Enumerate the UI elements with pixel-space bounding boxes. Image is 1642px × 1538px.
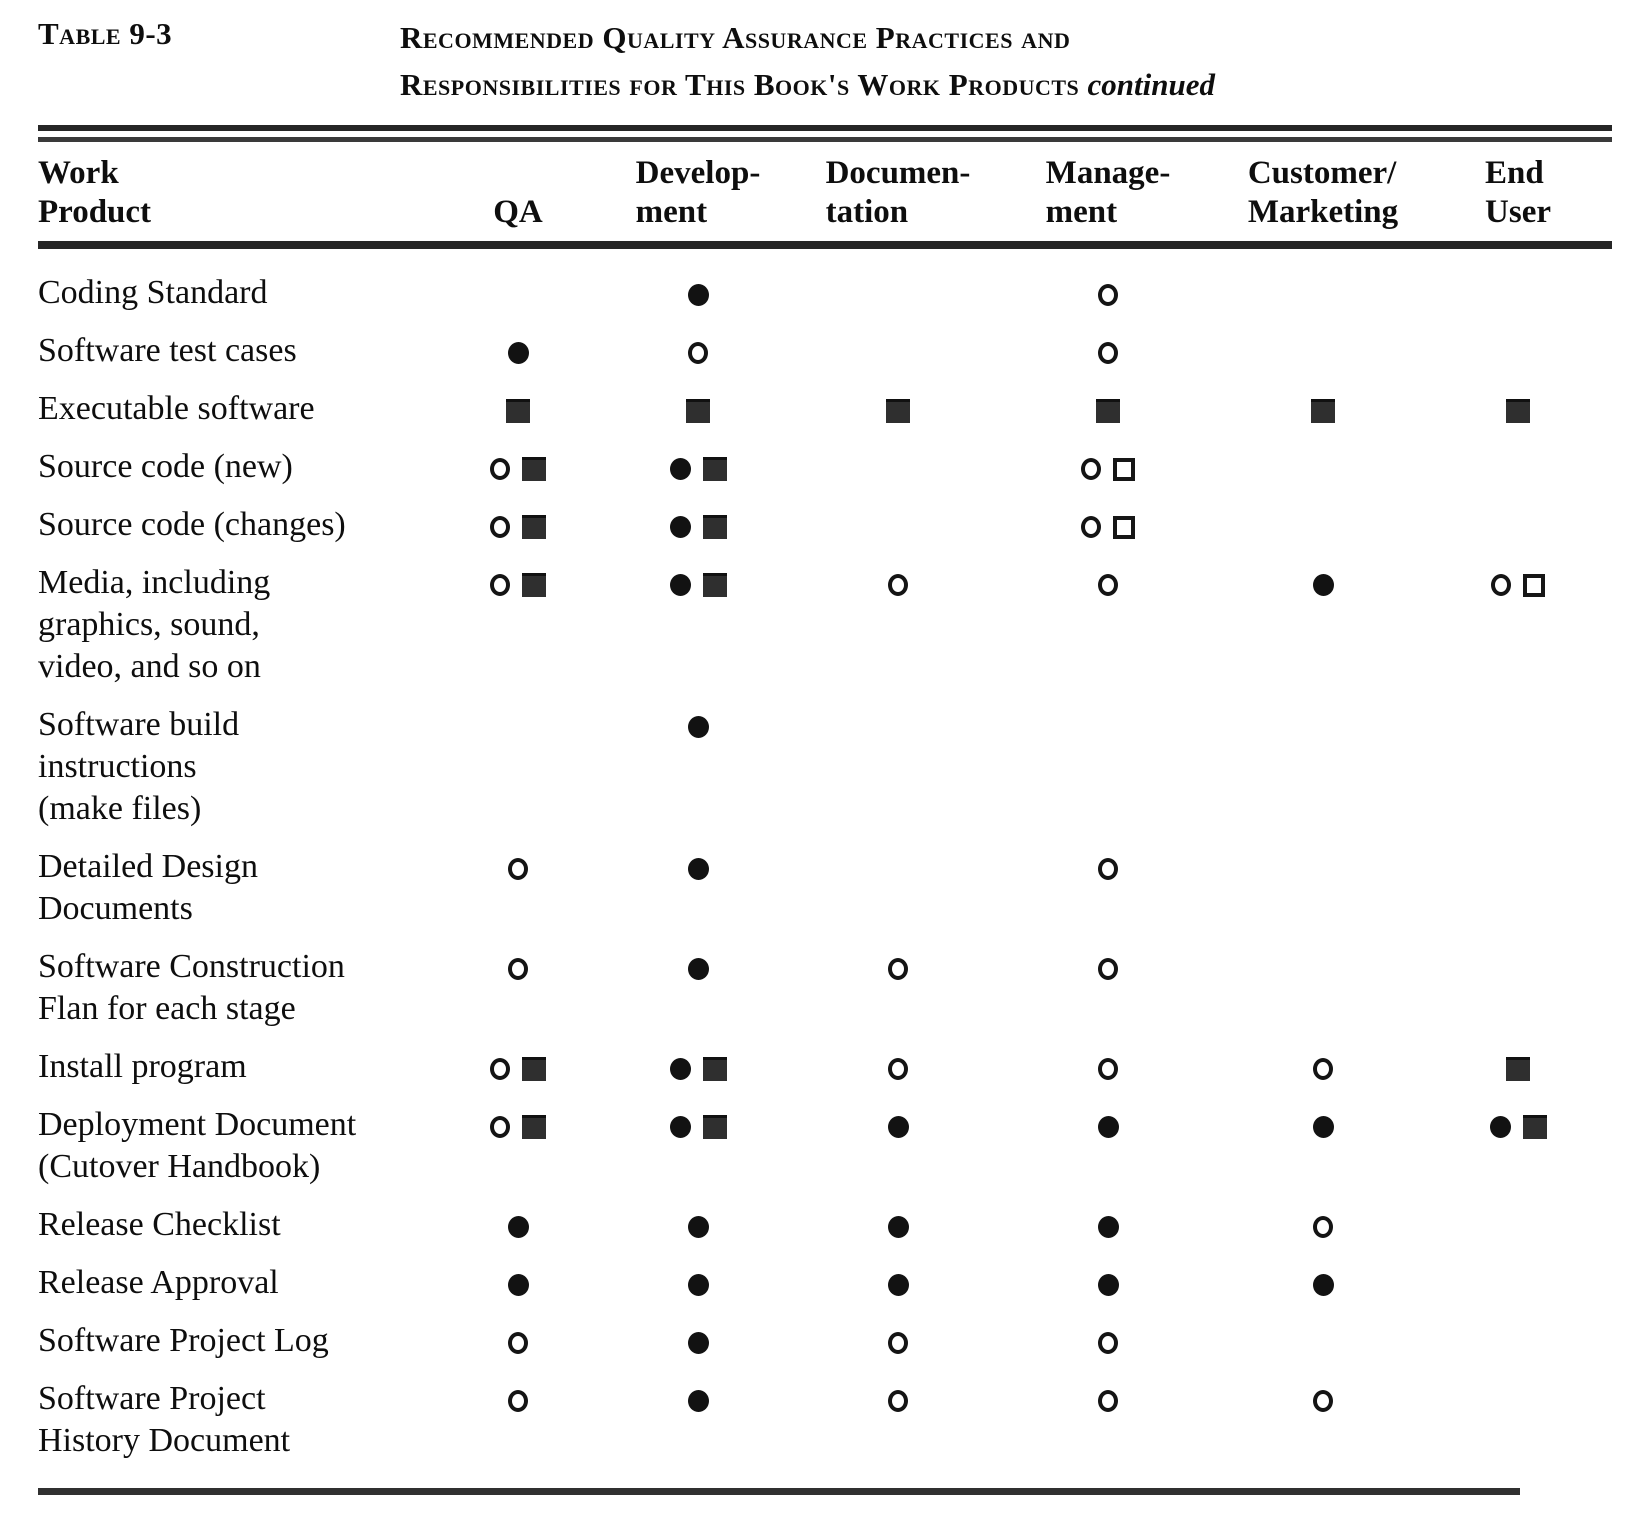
open-circle-symbol	[688, 342, 708, 364]
filled-circle-symbol	[670, 1058, 691, 1080]
cell-documentation	[798, 562, 998, 604]
work-product-name: Software Project Log	[38, 1322, 329, 1359]
table-row	[38, 1262, 1612, 1304]
cell-management	[998, 1104, 1218, 1146]
filled-circle-symbol	[688, 1390, 709, 1412]
column-header-end-user	[1428, 154, 1608, 232]
open-circle-symbol	[888, 1332, 908, 1354]
cell-management	[998, 1320, 1218, 1362]
filled-square-symbol	[703, 515, 727, 539]
cell-management	[998, 446, 1218, 488]
filled-circle-symbol	[670, 1116, 691, 1138]
open-circle-symbol	[888, 1058, 908, 1080]
filled-square-symbol	[522, 1115, 546, 1139]
filled-square-symbol	[522, 573, 546, 597]
table-caption	[38, 14, 1612, 108]
table-row	[38, 330, 1612, 372]
table-title-line1: Recommended Quality Assurance Practices and	[400, 20, 1071, 55]
filled-square-symbol	[1523, 1115, 1547, 1139]
cell-end-user	[1428, 388, 1608, 430]
cell-documentation	[798, 1320, 998, 1362]
filled-square-symbol	[703, 573, 727, 597]
open-circle-symbol	[1098, 1390, 1118, 1412]
filled-circle-symbol	[1098, 1216, 1119, 1238]
filled-circle-symbol	[688, 858, 709, 880]
filled-circle-symbol	[688, 716, 709, 738]
cell-development	[598, 704, 798, 746]
column-header-customer-marketing	[1218, 154, 1428, 232]
cell-qa	[438, 330, 598, 372]
cell-qa	[438, 446, 598, 488]
cell-qa	[438, 388, 598, 430]
filled-circle-symbol	[688, 1274, 709, 1296]
table-row	[38, 562, 1612, 688]
filled-square-symbol	[1311, 399, 1335, 423]
cell-development	[598, 388, 798, 430]
open-square-symbol	[1523, 574, 1545, 597]
cell-development	[598, 1046, 798, 1088]
open-circle-symbol	[888, 1390, 908, 1412]
open-circle-symbol	[1098, 342, 1118, 364]
open-circle-symbol	[508, 858, 528, 880]
filled-square-symbol	[1506, 399, 1530, 423]
cell-management	[998, 562, 1218, 604]
column-header-qa	[438, 193, 598, 232]
work-product-name: Detailed Design Documents	[38, 848, 258, 927]
filled-circle-symbol	[1313, 1116, 1334, 1138]
cell-qa	[438, 1320, 598, 1362]
open-circle-symbol	[1491, 574, 1511, 596]
filled-circle-symbol	[688, 284, 709, 306]
work-product-name: Media, including graphics, sound, video, and so on	[38, 564, 271, 685]
column-header-label: Customer/ Marketing	[1247, 155, 1399, 230]
work-product-name: Executable software	[38, 390, 315, 427]
cell-management	[998, 1378, 1218, 1420]
filled-circle-symbol	[888, 1116, 909, 1138]
cell-development	[598, 1262, 798, 1304]
cell-customer-marketing	[1218, 1378, 1428, 1420]
filled-circle-symbol	[670, 458, 691, 480]
cell-documentation	[798, 1262, 998, 1304]
cell-qa	[438, 1104, 598, 1146]
filled-circle-symbol	[1490, 1116, 1511, 1138]
filled-square-symbol	[703, 1115, 727, 1139]
open-circle-symbol	[1313, 1216, 1333, 1238]
work-product-name: Release Approval	[38, 1264, 279, 1301]
cell-qa	[438, 504, 598, 546]
open-circle-symbol	[1098, 574, 1118, 596]
open-circle-symbol	[1098, 1332, 1118, 1354]
column-header-development	[598, 154, 798, 232]
column-header-management	[998, 154, 1218, 232]
cell-development	[598, 846, 798, 888]
cell-development	[598, 330, 798, 372]
cell-customer-marketing	[1218, 1104, 1428, 1146]
filled-circle-symbol	[670, 574, 691, 596]
cell-management	[998, 1204, 1218, 1246]
open-circle-symbol	[1098, 858, 1118, 880]
cell-end-user	[1428, 1046, 1608, 1088]
table-row	[38, 272, 1612, 314]
continued-marker: continued	[1087, 67, 1216, 102]
filled-square-symbol	[522, 515, 546, 539]
column-header-label: Develop- ment	[635, 155, 761, 230]
cell-end-user	[1428, 1104, 1608, 1146]
work-product-name: Software build instructions (make files)	[38, 706, 240, 827]
cell-management	[998, 1046, 1218, 1088]
open-circle-symbol	[1313, 1058, 1333, 1080]
column-header-label: Work Product	[38, 155, 152, 230]
filled-square-symbol	[522, 1057, 546, 1081]
cell-management	[998, 846, 1218, 888]
open-circle-symbol	[1313, 1390, 1333, 1412]
table-title	[400, 14, 1215, 108]
table-row	[38, 1320, 1612, 1362]
cell-qa	[438, 1046, 598, 1088]
column-header-label: Manage- ment	[1045, 155, 1171, 230]
cell-documentation	[798, 1046, 998, 1088]
table-row	[38, 504, 1612, 546]
cell-development	[598, 504, 798, 546]
cell-development	[598, 1378, 798, 1420]
open-circle-symbol	[1081, 516, 1101, 538]
filled-circle-symbol	[1098, 1274, 1119, 1296]
column-header-documentation	[798, 154, 998, 232]
table-title-line2	[400, 61, 1215, 108]
cell-development	[598, 1204, 798, 1246]
filled-circle-symbol	[688, 958, 709, 980]
column-header-label: End User	[1485, 155, 1551, 230]
column-header-label: QA	[493, 194, 543, 230]
double-rule-divider	[38, 125, 1612, 142]
filled-circle-symbol	[508, 342, 529, 364]
filled-circle-symbol	[1098, 1116, 1119, 1138]
open-circle-symbol	[1098, 1058, 1118, 1080]
table-row	[38, 1104, 1612, 1188]
work-product-name: Source code (changes)	[38, 506, 346, 543]
cell-documentation	[798, 1378, 998, 1420]
table-row	[38, 1378, 1612, 1462]
open-square-symbol	[1113, 516, 1135, 539]
cell-development	[598, 1320, 798, 1362]
header-rule-divider	[38, 241, 1612, 249]
cell-documentation	[798, 1204, 998, 1246]
cell-management	[998, 946, 1218, 988]
table-body	[38, 272, 1612, 1462]
work-product-name: Source code (new)	[38, 448, 293, 485]
filled-square-symbol	[506, 399, 530, 423]
open-circle-symbol	[490, 516, 510, 538]
cell-qa	[438, 1378, 598, 1420]
cell-documentation	[798, 388, 998, 430]
filled-circle-symbol	[688, 1332, 709, 1354]
cell-customer-marketing	[1218, 562, 1428, 604]
open-square-symbol	[1113, 458, 1135, 481]
work-product-name: Software Construction Flan for each stage	[38, 948, 345, 1027]
work-product-name: Install program	[38, 1048, 247, 1085]
work-product-name: Coding Standard	[38, 274, 268, 311]
filled-circle-symbol	[508, 1216, 529, 1238]
filled-square-symbol	[886, 399, 910, 423]
cell-documentation	[798, 1104, 998, 1146]
cell-management	[998, 272, 1218, 314]
work-product-name: Software test cases	[38, 332, 297, 369]
open-circle-symbol	[1081, 458, 1101, 480]
filled-circle-symbol	[1313, 574, 1334, 596]
cell-management	[998, 388, 1218, 430]
open-circle-symbol	[490, 458, 510, 480]
cell-qa	[438, 946, 598, 988]
column-header-label: Documen- tation	[825, 155, 971, 230]
cell-development	[598, 562, 798, 604]
table-row	[38, 946, 1612, 1030]
table-row	[38, 388, 1612, 430]
work-product-name: Release Checklist	[38, 1206, 281, 1243]
open-circle-symbol	[508, 1390, 528, 1412]
table-title-line2-text: Responsibilities for This Book's Work Products	[400, 67, 1080, 102]
table-row	[38, 704, 1612, 830]
cell-qa	[438, 1262, 598, 1304]
cell-documentation	[798, 946, 998, 988]
cell-qa	[438, 1204, 598, 1246]
filled-circle-symbol	[688, 1216, 709, 1238]
open-circle-symbol	[490, 574, 510, 596]
work-product-name: Software Project History Document	[38, 1380, 291, 1459]
open-circle-symbol	[888, 958, 908, 980]
filled-circle-symbol	[508, 1274, 529, 1296]
filled-square-symbol	[1506, 1057, 1530, 1081]
cell-development	[598, 1104, 798, 1146]
cell-management	[998, 504, 1218, 546]
filled-square-symbol	[703, 1057, 727, 1081]
bottom-rule-divider	[38, 1488, 1520, 1495]
table-row	[38, 446, 1612, 488]
open-circle-symbol	[490, 1058, 510, 1080]
filled-square-symbol	[1096, 399, 1120, 423]
cell-customer-marketing	[1218, 388, 1428, 430]
cell-end-user	[1428, 562, 1608, 604]
cell-development	[598, 946, 798, 988]
filled-square-symbol	[686, 399, 710, 423]
table-header-row	[38, 154, 1612, 232]
filled-square-symbol	[703, 457, 727, 481]
filled-circle-symbol	[670, 516, 691, 538]
open-circle-symbol	[888, 574, 908, 596]
cell-customer-marketing	[1218, 1046, 1428, 1088]
cell-management	[998, 330, 1218, 372]
open-circle-symbol	[508, 1332, 528, 1354]
cell-customer-marketing	[1218, 1262, 1428, 1304]
filled-circle-symbol	[888, 1274, 909, 1296]
cell-management	[998, 1262, 1218, 1304]
work-product-name: Deployment Document (Cutover Handbook)	[38, 1106, 357, 1185]
table-row	[38, 1046, 1612, 1088]
open-circle-symbol	[1098, 284, 1118, 306]
cell-customer-marketing	[1218, 1204, 1428, 1246]
cell-development	[598, 272, 798, 314]
filled-square-symbol	[522, 457, 546, 481]
cell-qa	[438, 846, 598, 888]
filled-circle-symbol	[1313, 1274, 1334, 1296]
filled-circle-symbol	[888, 1216, 909, 1238]
table-row	[38, 846, 1612, 930]
open-circle-symbol	[1098, 958, 1118, 980]
column-header-work-product	[38, 154, 438, 232]
table-label: Table 9-3	[38, 16, 173, 51]
open-circle-symbol	[490, 1116, 510, 1138]
table-row	[38, 1204, 1612, 1246]
cell-development	[598, 446, 798, 488]
cell-qa	[438, 562, 598, 604]
open-circle-symbol	[508, 958, 528, 980]
